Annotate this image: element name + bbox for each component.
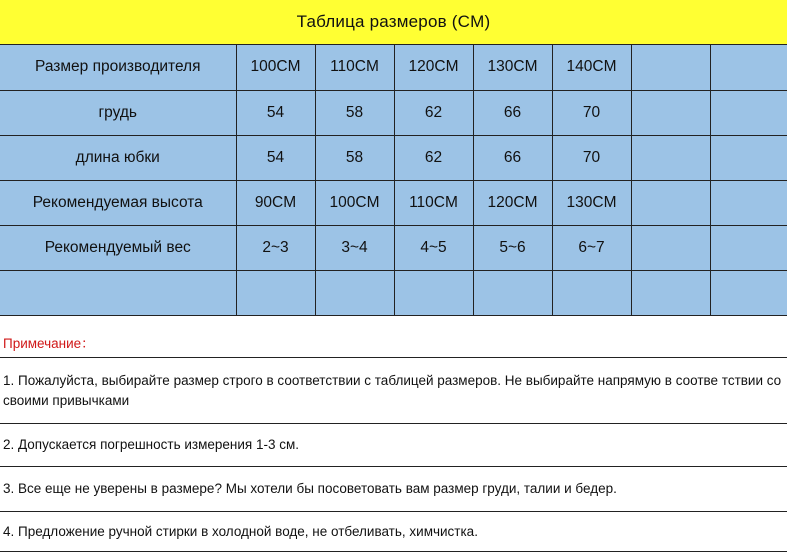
table-cell: 130CM [473, 45, 552, 90]
table-cell: 62 [394, 135, 473, 180]
table-cell: 140CM [552, 45, 631, 90]
table-cell [631, 135, 710, 180]
table-cell [710, 180, 787, 225]
table-cell: 3~4 [315, 225, 394, 270]
table-cell [631, 225, 710, 270]
table-row-recommended-height [0, 180, 787, 225]
table-cell [710, 135, 787, 180]
table-row-empty [0, 270, 787, 315]
row-label: Рекомендуемая высота [0, 180, 236, 225]
table-cell [394, 270, 473, 315]
size-table [0, 45, 787, 316]
table-cell: 54 [236, 135, 315, 180]
table-cell [710, 90, 787, 135]
row-label: длина юбки [0, 135, 236, 180]
table-cell: 2~3 [236, 225, 315, 270]
table-cell [631, 270, 710, 315]
table-cell: 66 [473, 135, 552, 180]
table-cell [473, 270, 552, 315]
table-cell: 130CM [552, 180, 631, 225]
table-cell: 120CM [394, 45, 473, 90]
note-text: 2. Допускается погрешность измерения 1-3 см. [3, 437, 299, 452]
table-cell [710, 225, 787, 270]
table-cell: 100CM [236, 45, 315, 90]
table-cell: 70 [552, 135, 631, 180]
row-label: Размер производителя [0, 45, 236, 90]
table-cell: 100CM [315, 180, 394, 225]
row-label: Рекомендуемый вес [0, 225, 236, 270]
table-cell: 58 [315, 135, 394, 180]
table-cell: 4~5 [394, 225, 473, 270]
table-cell: 58 [315, 90, 394, 135]
table-cell [631, 180, 710, 225]
table-row-chest [0, 90, 787, 135]
table-cell: 62 [394, 90, 473, 135]
table-cell: 110CM [315, 45, 394, 90]
note-item-2 [0, 424, 787, 467]
row-label: грудь [0, 90, 236, 135]
table-row-skirt-length [0, 135, 787, 180]
note-item-3 [0, 467, 787, 512]
table-cell: 110CM [394, 180, 473, 225]
table-cell: 90CM [236, 180, 315, 225]
table-cell: 54 [236, 90, 315, 135]
note-text: 1. Пожалуйста, выбирайте размер строго в соответствии с таблицей размеров. Не выбирайте напрямую в соотве тствии со своими привычками [3, 372, 782, 408]
row-label [0, 270, 236, 315]
table-cell [710, 270, 787, 315]
note-text: 3. Все еще не уверены в размере? Мы хотели бы посоветовать вам размер груди, талии и бедер. [3, 481, 617, 496]
size-chart-title: Таблица размеров (CM) [0, 0, 787, 45]
table-cell [552, 270, 631, 315]
table-cell: 5~6 [473, 225, 552, 270]
table-cell [315, 270, 394, 315]
table-cell: 70 [552, 90, 631, 135]
table-row-manufacturer-size [0, 45, 787, 90]
note-item-1 [0, 358, 787, 424]
notes-heading: Примечание： [0, 321, 787, 358]
table-row-recommended-weight [0, 225, 787, 270]
table-cell [236, 270, 315, 315]
table-cell [710, 45, 787, 90]
table-cell: 66 [473, 90, 552, 135]
note-item-4 [0, 512, 787, 552]
table-cell [631, 45, 710, 90]
table-cell: 120CM [473, 180, 552, 225]
note-text: 4. Предложение ручной стирки в холодной воде, не отбеливать, химчистка. [3, 523, 478, 539]
table-cell [631, 90, 710, 135]
table-cell: 6~7 [552, 225, 631, 270]
notes-section [0, 321, 787, 552]
